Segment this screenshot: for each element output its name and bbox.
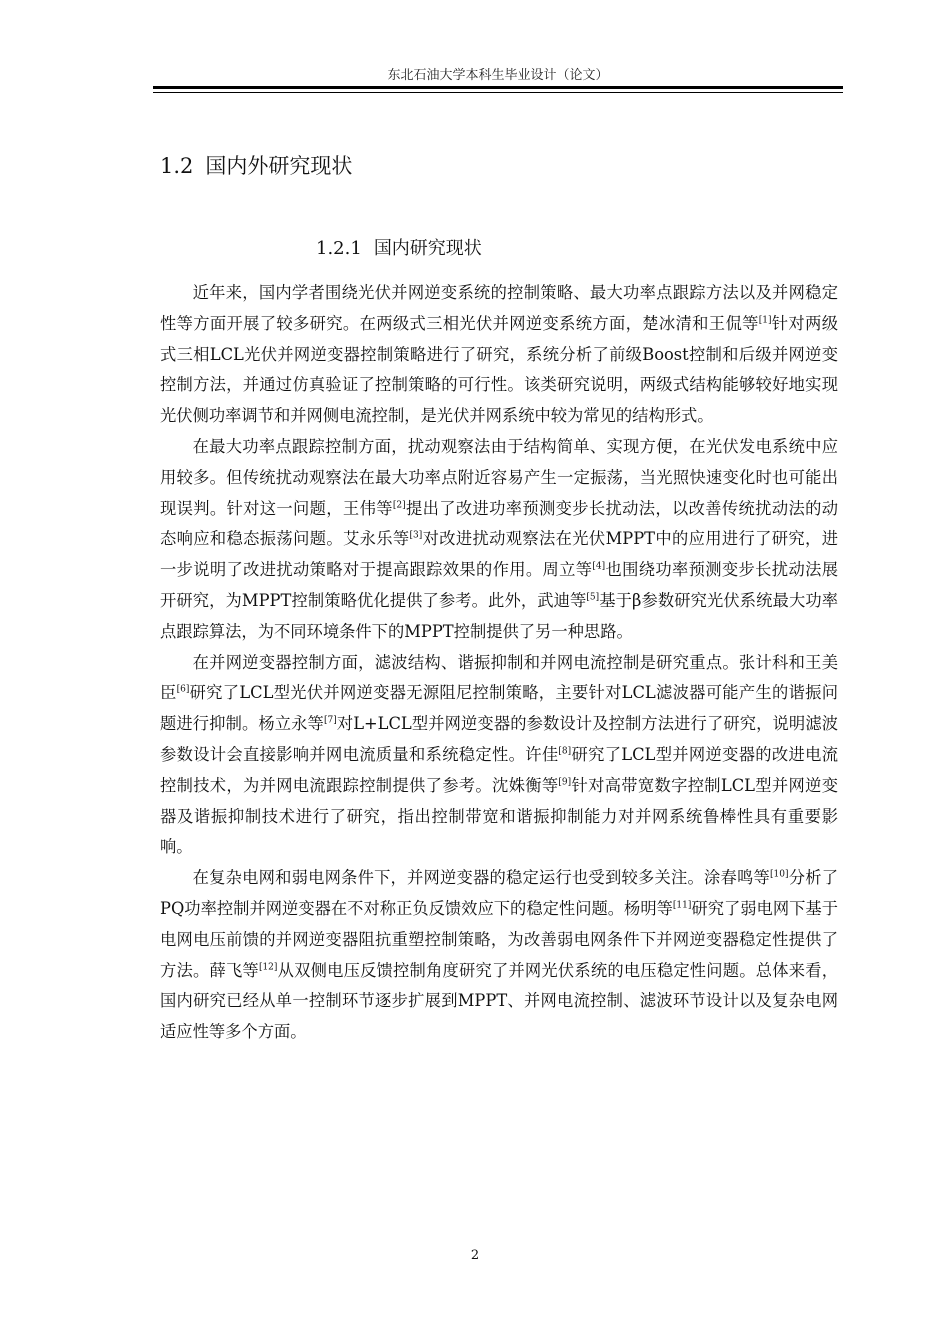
paragraph-text: 对改进扰动观察法在光伏MPPT中的应用进行了研究，进一步说明了改进扰动策略对于提高跟踪效果的作用。周立等 [160,529,838,580]
citation-ref: [6] [176,684,190,695]
paragraph-text: 在复杂电网和弱电网条件下，并网逆变器的稳定运行也受到较多关注。涂春鸣等 [192,868,770,888]
paragraph-text: 从双侧电压反馈控制角度研究了并网光伏系统的电压稳定性问题。总体来看，国内研究已经从单一控制环节逐步扩展到MPPT、并网电流控制、滤波环节设计以及复杂电网适应性等多个方面。 [160,960,838,1042]
running-header: 东北石油大学本科生毕业设计（论文） [387,68,609,83]
paragraph-text: 在最大功率点跟踪控制方面，扰动观察法由于结构简单、实现方便，在光伏发电系统中应用较多。但传统扰动观察法在最大功率点附近容易产生一定振荡，当光照快速变化时也可能出现误判。针对这一问题，王伟等 [160,436,838,518]
citation-ref: [1] [758,315,772,326]
section-heading [160,150,352,180]
paragraph-text: 对L+LCL型并网逆变器的参数设计及控制方法进行了研究，说明滤波参数设计会直接影响并网电流质量和系统稳定性。许佳 [160,714,838,764]
header-rule-thin [153,92,843,93]
body-text [160,278,838,1048]
paragraph [160,432,838,648]
citation-ref: [11] [672,900,692,911]
subsection-number: 1.2.1 [316,238,362,259]
paragraph-text: 分析了PQ功率控制并网逆变器在不对称正负反馈效应下的稳定性问题。杨明等 [160,868,838,918]
citation-ref: [12] [258,962,278,973]
paragraph-text: 针对两级式三相LCL光伏并网逆变器控制策略进行了研究，系统分析了前级Boost控制和后级并网逆变控制方法，并通过仿真验证了控制策略的可行性。该类研究说明，两级式结构能够较好地实现光伏侧功率调节和并网侧电流控制，是光伏并网系统中较为常见的结构形式。 [160,313,838,426]
paragraph-text: 近年来，国内学者围绕光伏并网逆变系统的控制策略、最大功率点跟踪方法以及并网稳定性等方面开展了较多研究。在两级式三相光伏并网逆变系统方面，楚冰清和王侃等 [160,283,838,333]
paragraph-text: 基于β参数研究光伏系统最大功率点跟踪算法，为不同环境条件下的MPPT控制提供了另一种思路。 [160,590,838,641]
paragraph-text: 研究了弱电网下基于电网电压前馈的并网逆变器阻抗重塑控制策略，为改善弱电网条件下并网逆变器稳定性提供了方法。薛飞等 [160,898,838,980]
paragraph [160,278,838,432]
paragraph [160,863,838,1048]
header-rule-thick [153,86,843,89]
citation-ref: [10] [770,869,789,880]
paragraph-text: 在并网逆变器控制方面，滤波结构、谐振抑制和并网电流控制是研究重点。张计科和王美臣 [160,652,838,703]
paragraph-text: 研究了LCL型并网逆变器的改进电流控制技术，为并网电流跟踪控制提供了参考。沈姝衡等 [160,744,838,795]
section-title: 国内外研究现状 [205,154,353,178]
paragraph-text: 也围绕功率预测变步长扰动法展开研究，为MPPT控制策略优化提供了参考。此外，武迪等 [160,560,838,610]
paragraph [160,648,838,864]
paragraph-text: 提出了改进功率预测变步长扰动法，以改善传统扰动法的动态响应和稳态振荡问题。艾永乐等 [160,498,838,549]
citation-ref: [8] [558,746,572,757]
citation-ref: [7] [323,715,337,726]
citation-ref: [9] [558,777,572,788]
paragraph-text: 研究了LCL型光伏并网逆变器无源阻尼控制策略，主要针对LCL滤波器可能产生的谐振问题进行抑制。杨立永等 [160,683,838,734]
subsection-heading [316,234,482,260]
paragraph-text: 针对高带宽数字控制LCL型并网逆变器及谐振抑制技术进行了研究，指出控制带宽和谐振抑制能力对并网系统鲁棒性具有重要影响。 [160,775,838,857]
section-number: 1.2 [160,154,194,178]
citation-ref: [4] [592,561,606,572]
page-number: 2 [470,1248,480,1263]
subsection-title: 国内研究现状 [373,238,482,259]
citation-ref: [5] [586,592,600,603]
citation-ref: [2] [392,500,406,511]
citation-ref: [3] [409,530,423,541]
